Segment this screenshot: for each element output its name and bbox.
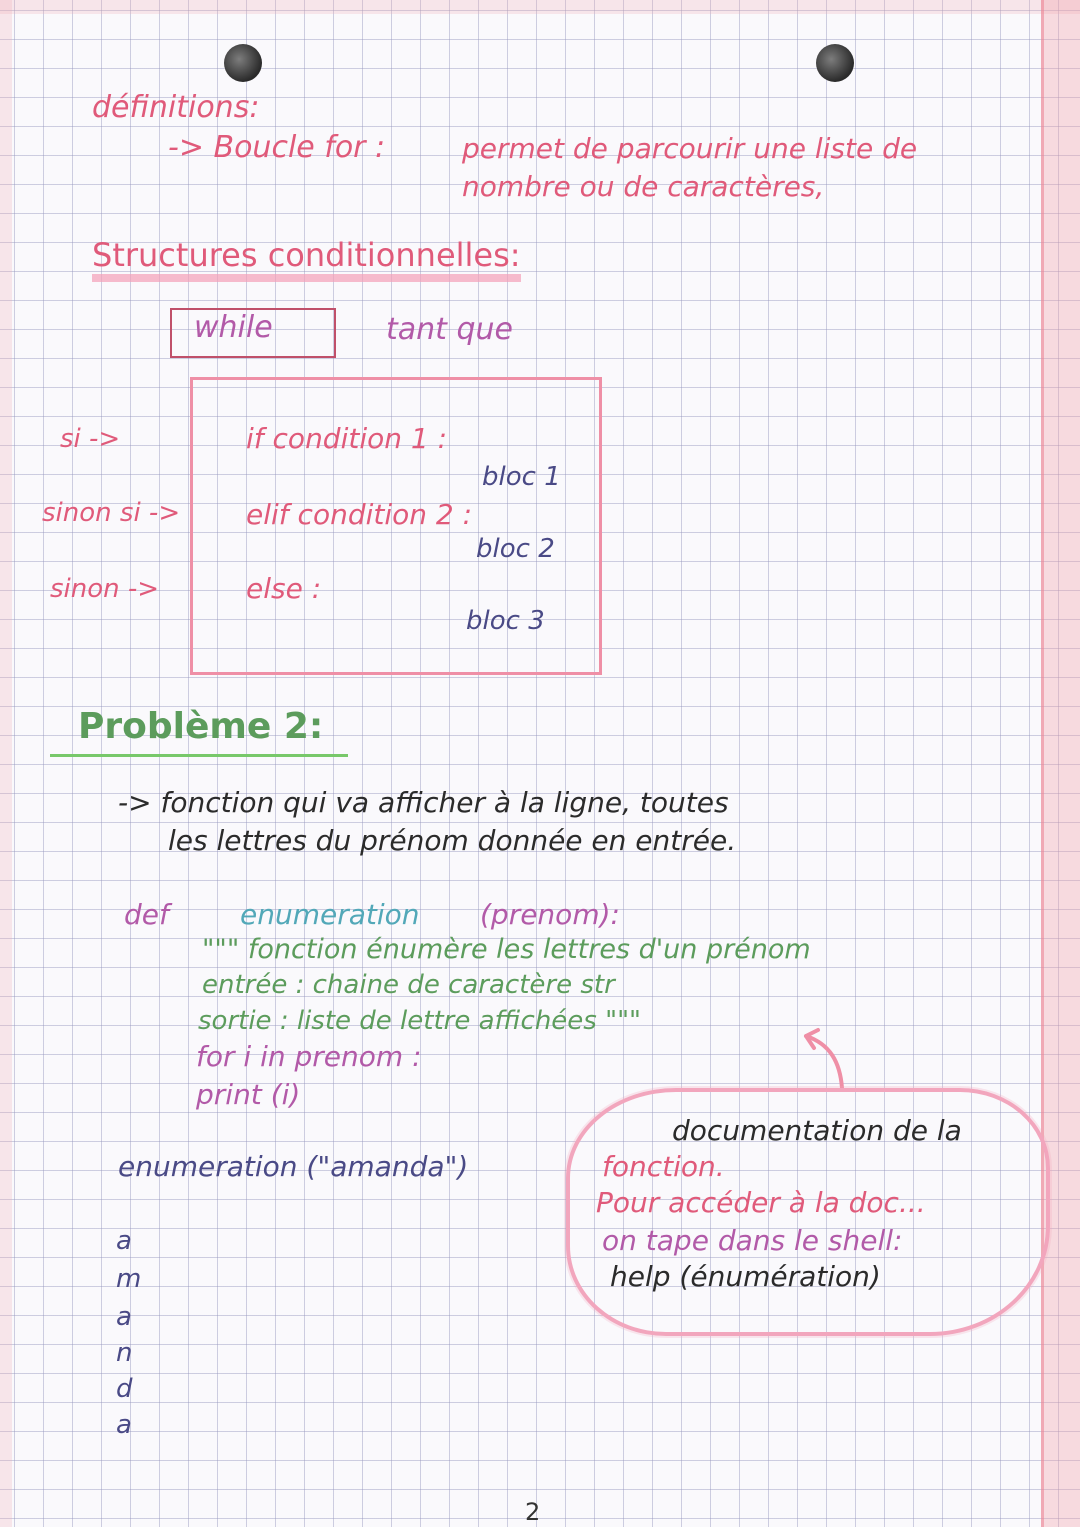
docstring-2: entrée : chaine de caractère str [202, 970, 615, 1000]
def-keyword: def [124, 898, 169, 931]
docstring-1: """ fonction énumère les lettres d'un prénom [202, 934, 811, 965]
left-margin [0, 0, 12, 1527]
output-letter: m [116, 1264, 142, 1294]
bloc3: bloc 3 [466, 606, 545, 636]
probleme-underline [50, 754, 348, 757]
docstring-3: sortie : liste de lettre affichées """ [198, 1006, 641, 1036]
tant-que-label: tant que [386, 312, 513, 347]
cloud-line-3: Pour accéder à la doc... [596, 1186, 926, 1219]
output-letter: d [116, 1374, 133, 1404]
punch-hole-left [224, 44, 262, 82]
while-label: while [194, 310, 273, 345]
cloud-line-2: fonction. [602, 1150, 725, 1183]
function-params: (prenom): [480, 898, 620, 931]
top-margin [0, 0, 1080, 14]
probleme-title: Problème 2: [78, 706, 324, 747]
print-line: print (i) [196, 1078, 301, 1111]
bloc2: bloc 2 [476, 534, 555, 564]
cloud-line-1: documentation de la [672, 1114, 962, 1147]
function-call: enumeration ("amanda") [118, 1150, 469, 1183]
label-si: si -> [60, 424, 121, 454]
label-sinon: sinon -> [50, 574, 160, 604]
output-letter: a [116, 1226, 132, 1256]
probleme-desc-1: -> fonction qui va afficher à la ligne, toutes [118, 786, 729, 819]
if-line: if condition 1 : [246, 422, 448, 455]
page-number: 2 [525, 1498, 541, 1526]
structures-heading: Structures conditionnelles: [92, 236, 521, 282]
cloud-line-5: help (énumération) [610, 1260, 881, 1293]
output-letter: a [116, 1302, 132, 1332]
boucle-for-label: -> Boucle for : [168, 130, 386, 165]
for-line: for i in prenom : [196, 1040, 422, 1073]
cloud-line-4: on tape dans le shell: [602, 1224, 903, 1257]
else-line: else : [246, 572, 322, 605]
curved-arrow-icon [790, 1022, 860, 1092]
boucle-desc-2: nombre ou de caractères, [462, 170, 825, 203]
elif-line: elif condition 2 : [246, 498, 473, 531]
definitions-heading: définitions: [92, 90, 260, 125]
output-letter: a [116, 1410, 132, 1440]
boucle-desc-1: permet de parcourir une liste de [462, 132, 918, 165]
bloc1: bloc 1 [482, 462, 561, 492]
label-sinon-si: sinon si -> [42, 498, 181, 528]
function-name: enumeration [240, 898, 420, 931]
probleme-desc-2: les lettres du prénom donnée en entrée. [168, 824, 737, 857]
output-letter: n [116, 1338, 133, 1368]
punch-hole-right [816, 44, 854, 82]
right-margin [1041, 0, 1080, 1527]
